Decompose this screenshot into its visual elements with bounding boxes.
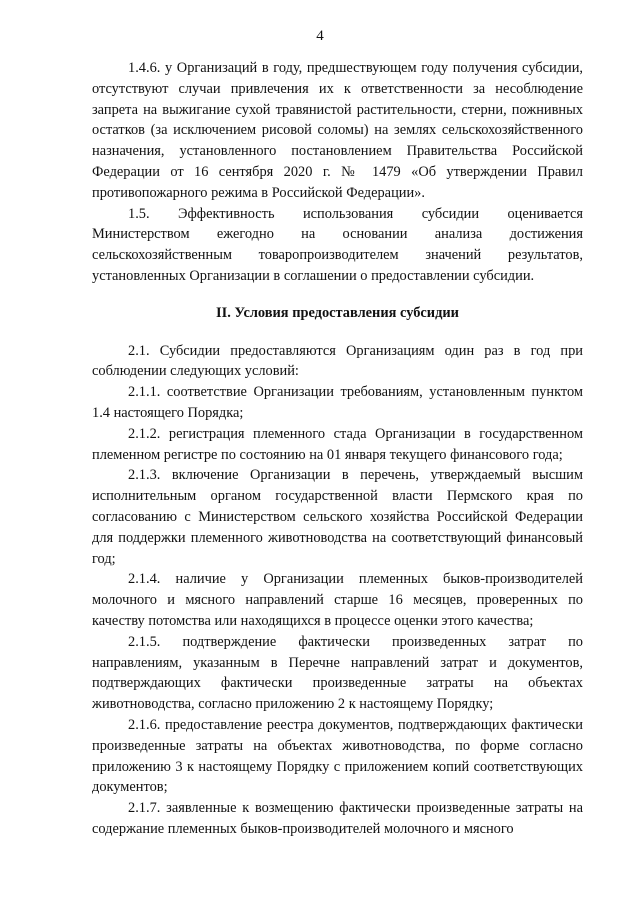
paragraph-2-1-1: 2.1.1. соответствие Организации требованиям, установленным пунктом 1.4 настоящего Порядка; — [92, 384, 583, 421]
section-heading: II. Условия предоставления субсидии — [216, 304, 459, 321]
paragraph-1-4-6: 1.4.6. у Организаций в году, предшествующем году получения субсидии, отсутствуют случаи привлечения их к ответственности за несоблюдение запрета на выжигание сухой травянистой растительности, стерни, пожнивных остатков (за исключением рисовой соломы) на землях сельскохозяйственного назначения, установленного постановлением Правительства Российской Федерации от 16 сентября 2020 г. № 1479 «Об утверждении Правил противопожарного режима в Российской Федерации». — [92, 60, 583, 201]
paragraph-2-1-7: 2.1.7. заявленные к возмещению фактически произведенные затраты на содержание племенных быков-производителей молочного и мясного — [92, 800, 583, 837]
paragraph-1-5: 1.5. Эффективность использования субсидии оценивается Министерством ежегодно на основании анализа достижения сельскохозяйственным товаропроизводителем значений результатов, установленных Организации в соглашении о предоставлении субсидии. — [92, 205, 583, 284]
paragraph-2-1-2: 2.1.2. регистрация племенного стада Организации в государственном племенном регистре по состоянию на 01 января текущего финансового года; — [92, 425, 583, 463]
page-number: 4 — [316, 28, 324, 44]
paragraph-2-1: 2.1. Субсидии предоставляются Организациям один раз в год при соблюдении следующих условий: — [92, 342, 583, 380]
document-body — [92, 58, 583, 840]
paragraph-2-1-4: 2.1.4. наличие у Организации племенных быков-производителей молочного и мясного направлений старше 16 месяцев, проверенных по качеству потомства или находящихся в процессе оценки этого качества; — [92, 571, 583, 629]
paragraph-2-1-6: 2.1.6. предоставление реестра документов, подтверждающих фактически произведенные затраты на объектах животноводства, по форме согласно приложению 3 к настоящему Порядку с приложением копий соответствующих документов; — [92, 716, 583, 796]
paragraph-2-1-5: 2.1.5. подтверждение фактически произведенных затрат по направлениям, указанным в Перечне направлений затрат и документов, подтверждающих фактически произведенные затраты на объектах животноводства, согласно приложению 2 к настоящему Порядку; — [92, 633, 583, 713]
paragraph-2-1-3: 2.1.3. включение Организации в перечень, утверждаемый высшим исполнительным органом государственной власти Пермского края по согласованию с Министерством сельского хозяйства Российской Федерации для поддержки племенного животноводства на соответствующий финансовый год; — [92, 467, 583, 567]
